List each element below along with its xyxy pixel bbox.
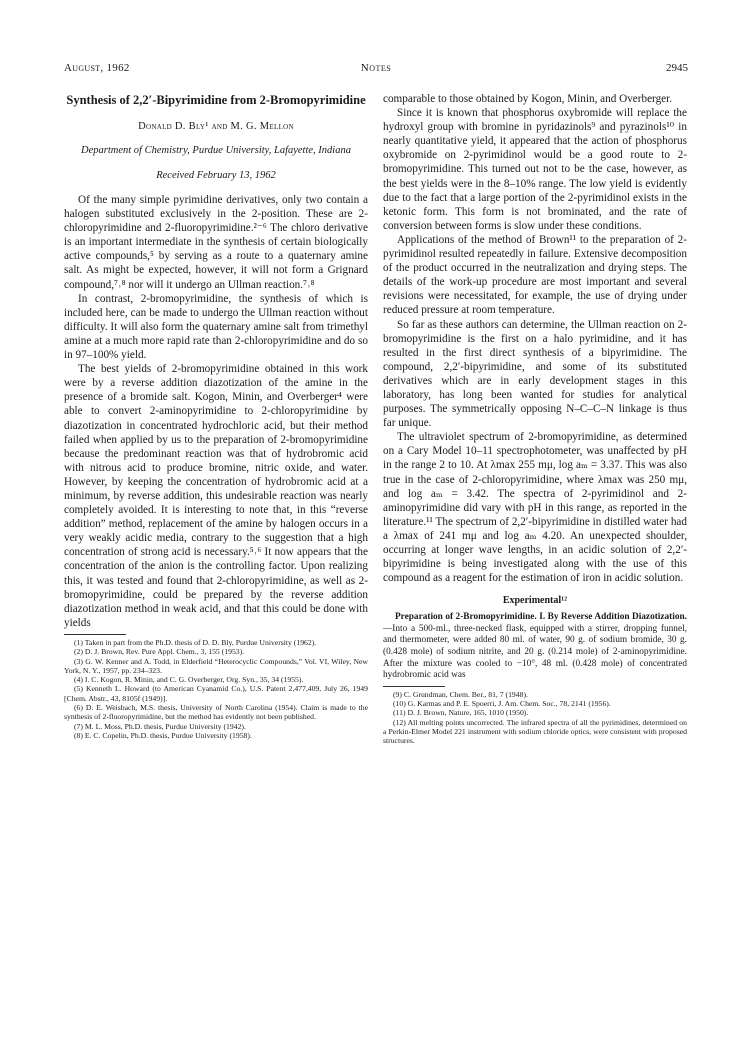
procedure-text: —Into a 500-ml., three-necked flask, equipped with a stirrer, dropping funnel, and thermometer, were added 80 ml. of water, 90 g. of sodium bromide, 30 g. (0.428 mole) of sodium nitrite, and 20 g. (0.214 mole) of 2-aminopyrimidine. After the mixture was cooled to −10°, 48 ml. (0.428 mole) of concentrated hydrobromic acid was <box>383 623 687 681</box>
body-paragraph: The ultraviolet spectrum of 2-bromopyrimidine, as determined on a Cary Model 10–11 spectrophotometer, was unaffected by pH in the range 2 to 10. At λmax 255 mμ, log aₘ = 3.37. This was also true in the case of 2-chloropyrimidine, where λmax was 250 mμ, and log aₘ = 3.42. The spectra of 2-pyrimidinol and 2-aminopyrimidine did vary with pH in this range, as reported in the literature.¹¹ The spectrum of 2,2′-bipyrimidine in distilled water had a λmax of 241 mμ and log aₘ 4.20. An unexpected shoulder, occurring at longer wave lengths, in an acidic solution of 2,2′-bipyrimidine is being investigated along with the use of this compound as a reagent for the estimation of iron in acidic solution. <box>383 431 687 585</box>
body-paragraph: comparable to those obtained by Kogon, Minin, and Overberger. <box>383 93 673 105</box>
body-paragraph: In contrast, 2-bromopyrimidine, the synthesis of which is included here, can be made to undergo the Ullman reaction without difficulty. It will also form the quaternary amine salt from trimethyl amine at a much more rapid rate than 2-chloropyrimidine and do so in 97–100% yield. <box>64 292 368 362</box>
body-paragraph: The best yields of 2-bromopyrimidine obtained in this work were by a reverse addition diazotization of the amine in the presence of a bromide salt. Kogon, Minin, and Overberger⁴ were able to convert 2-aminopyrimidine to 2-chloropyrimidine by diazotization in concentrated hydrochloric acid, but their method failed when applied by us to the preparation of 2-bromopyrimidine because the predominant reaction was that of hydrobromic acid with nitrous acid to produce bromine, nitric oxide, and water. However, by keeping the concentration of hydrobromic acid at a minimum, by reverse addition, this undesirable reaction was nearly completely avoided. It is interesting to note that, in this “reverse addition” method, replacement of the amine by halogen occurs in a very weakly acidic media, contrary to the suggestion that a high concentration of strong acid is necessary.⁵˒⁶ It now appears that the concentration of the anion is the controlling factor. Upon realizing this, it was tested and found that 2-chloropyrimidine, as well as 2-bromopyrimidine, could be prepared by the reverse addition diazotization method in weak acid, and that this could be done with yields <box>64 363 368 629</box>
author-line: Donald D. Bly¹ and M. G. Mellon <box>138 121 294 132</box>
body-paragraph: Since it is known that phosphorus oxybromide will replace the hydroxyl group with bromine in pyridazinols⁹ and pyrazinols¹⁰ in nearly quantitative yield, it appeared that the action of phosphorus oxybromide on 2-pyrimidinol would be a good route to 2-bromopyrimidine. This turned out not to be the case, however, as the best yields were in the 8–10% range. The low yield is evidently due to the fact that a large portion of the 2-pyrimidinol exists in the ketonic form. This form is not brominated, and the rate of conversion between forms is slow under these conditions. <box>383 107 687 232</box>
footnote: (5) Kenneth L. Howard (to American Cyanamid Co.), U.S. Patent 2,477,409, July 26, 1949 [Chem. Abstr., 43, 8105f (1949)]. <box>64 684 368 703</box>
footnote: (9) C. Grundman, Chem. Ber., 81, 7 (1948). <box>393 689 528 699</box>
footnote: (10) G. Karmas and P. E. Spoerri, J. Am. Chem. Soc., 78, 2141 (1956). <box>393 699 611 709</box>
experimental-paragraph <box>383 612 687 682</box>
footnote: (12) All melting points uncorrected. The infrared spectra of all the pyrimidines, determined on a Perkin-Elmer Model 221 instrument with sodium chloride optics, were consistent with proposed structures. <box>383 717 687 746</box>
footnote: (1) Taken in part from the Ph.D. thesis of D. D. Bly, Purdue University (1962). <box>74 637 317 647</box>
procedure-heading: Preparation of 2-Bromopyrimidine. I. By Reverse Addition Diazotization. <box>395 612 687 623</box>
received-date: Received February 13, 1962 <box>156 170 276 181</box>
footnote: (11) D. J. Brown, Nature, 165, 1010 (1950). <box>393 708 529 718</box>
running-header-date: August, 1962 <box>64 62 130 74</box>
body-paragraph: Applications of the method of Brown¹¹ to the preparation of 2-pyrimidinol resulted repeatedly in failure. Extensive decomposition of the product occurred in the neutralization and drying steps. The details of the work-up procedure are most important and several revisions were necessitated, for example, the use of drying under reduced pressure at room temperature. <box>383 233 687 317</box>
footnote: (2) D. J. Brown, Rev. Pure Appl. Chem., 3, 155 (1953). <box>74 647 245 657</box>
footnote: (6) D. E. Weisbach, M.S. thesis, University of North Carolina (1954). Claim is made to the synthesis of 2-fluoropyrimidine, but the method has evidently not been published. <box>64 702 368 722</box>
footnote: (7) M. L. Moss, Ph.D. thesis, Purdue University (1942). <box>74 721 246 731</box>
footnote-divider <box>383 686 445 687</box>
experimental-heading: Experimental¹² <box>502 595 568 607</box>
left-column <box>64 92 368 740</box>
footnote-divider <box>64 634 126 635</box>
running-header-section: Notes <box>360 62 392 74</box>
body-paragraph: So far as these authors can determine, the Ullman reaction on 2-bromopyrimidine is the first on a halo pyrimidine, and it has resulted in the first direct synthesis of a bipyrimidine. The compound, 2,2′-bipyrimidine, and some of its substituted derivatives which are in early development stages in this laboratory, has long been wanted for studies for analytical purposes. The symmetrically opposing N–C–C–N linkage is thus far unique. <box>383 318 687 430</box>
body-paragraph: Of the many simple pyrimidine derivatives, only two contain a halogen substituted exclusively in the 2-position. These are 2-chloropyrimidine and 2-fluoropyrimidine.²⁻⁶ The chloro derivative is an important intermediate in the synthesis of certain biologically active compounds,⁵ by serving as a route to a quaternary amine salt. As might be expected, however, it will not form a Grignard compound,⁷˒⁸ nor will it undergo an Ullman reaction.⁷˒⁸ <box>64 194 368 291</box>
footnote: (8) E. C. Copelin, Ph.D. thesis, Purdue University (1958). <box>74 730 252 740</box>
footnote: (3) G. W. Kenner and A. Todd, in Elderfield “Heterocyclic Compounds,” Vol. VI, Wiley, New York, N. Y., 1957, pp. 234–323. <box>64 656 368 675</box>
footnote: (4) I. C. Kogon, R. Minin, and C. G. Overberger, Org. Syn., 35, 34 (1955). <box>74 675 304 685</box>
page-number: 2945 <box>666 62 688 74</box>
affiliation: Department of Chemistry, Purdue University, Lafayette, Indiana <box>81 145 351 156</box>
page-header <box>64 62 688 76</box>
right-column <box>383 92 687 746</box>
article-title: Synthesis of 2,2′-Bipyrimidine from 2-Bromopyrimidine <box>66 93 366 107</box>
